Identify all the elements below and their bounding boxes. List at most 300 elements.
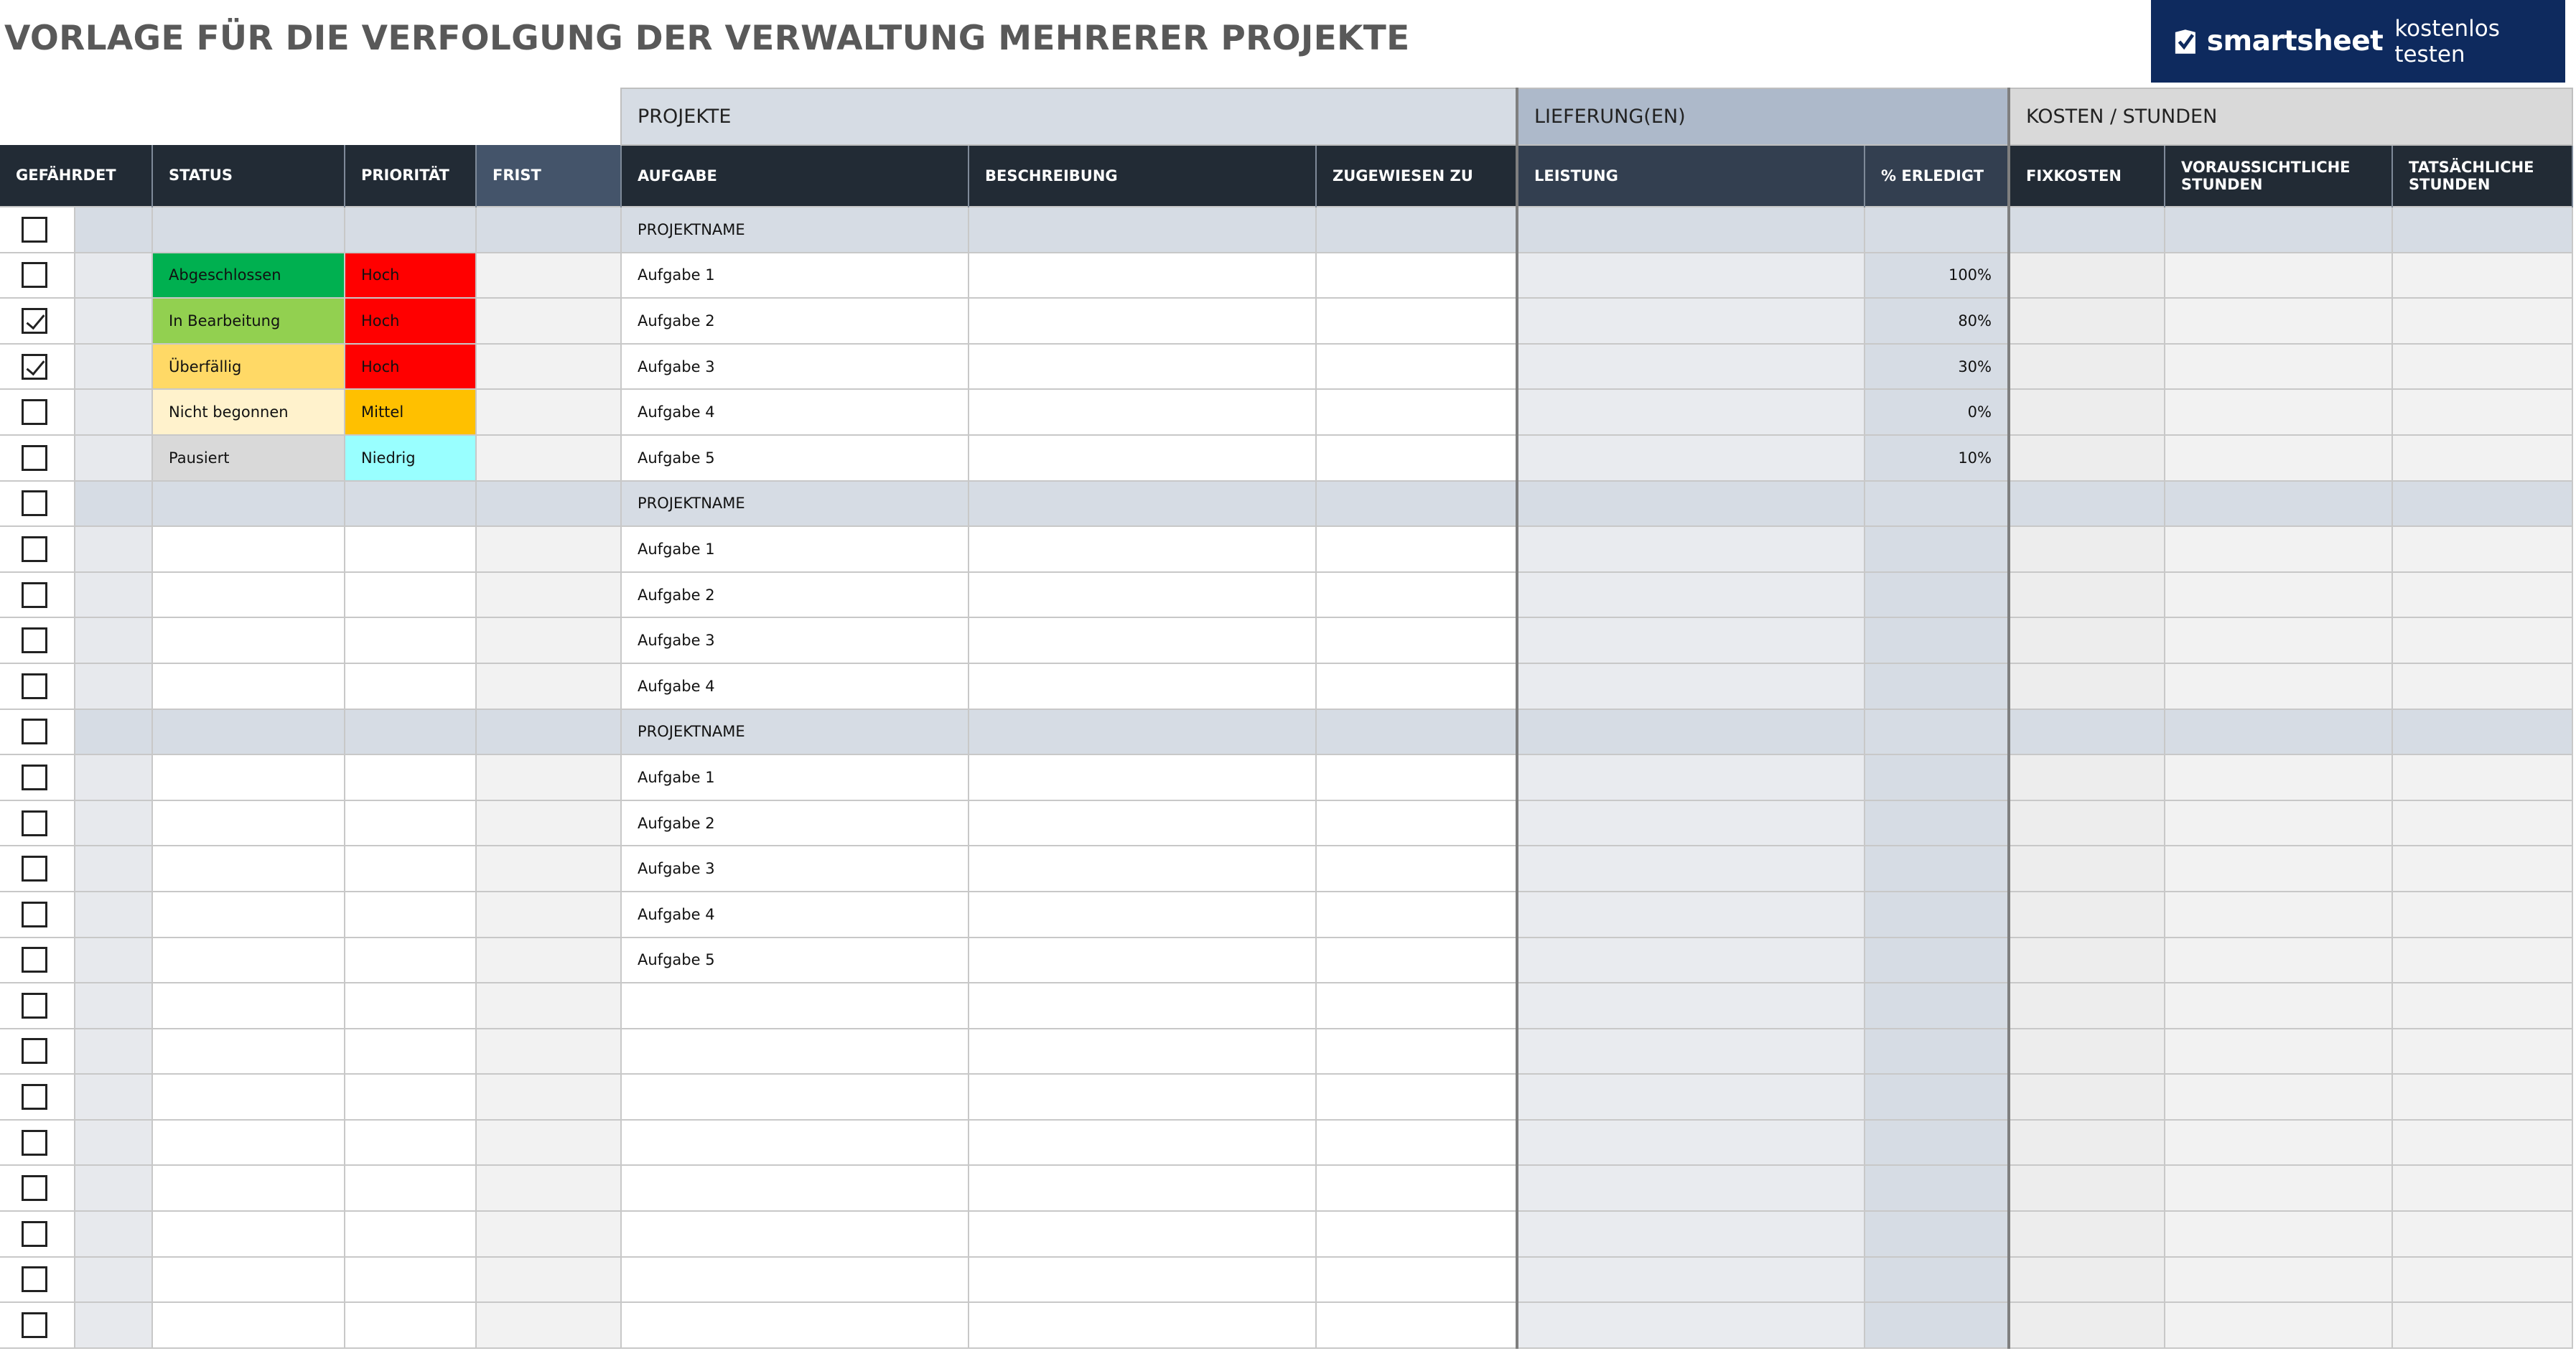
priority-cell[interactable] <box>345 938 476 983</box>
assigned-cell[interactable] <box>1316 938 1517 983</box>
task-cell[interactable] <box>621 1165 969 1211</box>
leistung-cell[interactable] <box>1517 253 1865 299</box>
at-risk-checkbox-cell[interactable] <box>0 253 75 299</box>
description-cell[interactable] <box>969 892 1316 938</box>
leistung-cell[interactable] <box>1517 709 1865 755</box>
est-hours-cell[interactable] <box>2165 389 2392 435</box>
description-cell[interactable] <box>969 754 1316 800</box>
leistung-cell[interactable] <box>1517 298 1865 344</box>
description-cell[interactable] <box>969 617 1316 663</box>
col-header-beschreibung[interactable]: BESCHREIBUNG <box>969 145 1316 207</box>
at-risk-checkbox-cell[interactable] <box>0 435 75 481</box>
status-cell[interactable] <box>152 617 345 663</box>
col-header-zugewiesen[interactable]: ZUGEWIESEN ZU <box>1316 145 1517 207</box>
gefaehrdet-cell[interactable] <box>75 754 152 800</box>
task-cell[interactable]: Aufgabe 2 <box>621 800 969 846</box>
at-risk-checkbox-cell[interactable] <box>0 1257 75 1303</box>
gefaehrdet-cell[interactable] <box>75 572 152 618</box>
fixkosten-cell[interactable] <box>2009 983 2165 1029</box>
task-cell[interactable]: Aufgabe 4 <box>621 892 969 938</box>
status-cell[interactable] <box>152 207 345 253</box>
assigned-cell[interactable] <box>1316 754 1517 800</box>
priority-cell[interactable] <box>345 754 476 800</box>
status-cell[interactable] <box>152 663 345 709</box>
fixkosten-cell[interactable] <box>2009 435 2165 481</box>
percent-done-cell[interactable] <box>1865 1165 2009 1211</box>
at-risk-checkbox-cell[interactable] <box>0 800 75 846</box>
status-cell[interactable] <box>152 1257 345 1303</box>
leistung-cell[interactable] <box>1517 572 1865 618</box>
assigned-cell[interactable] <box>1316 800 1517 846</box>
fixkosten-cell[interactable] <box>2009 1120 2165 1166</box>
actual-hours-cell[interactable] <box>2392 1074 2572 1120</box>
fixkosten-cell[interactable] <box>2009 1074 2165 1120</box>
priority-cell[interactable] <box>345 1257 476 1303</box>
at-risk-checkbox-cell[interactable] <box>0 298 75 344</box>
checkbox[interactable] <box>22 536 47 562</box>
leistung-cell[interactable] <box>1517 617 1865 663</box>
assigned-cell[interactable] <box>1316 1074 1517 1120</box>
priority-cell[interactable] <box>345 1120 476 1166</box>
priority-cell[interactable] <box>345 617 476 663</box>
fixkosten-cell[interactable] <box>2009 526 2165 572</box>
status-cell[interactable] <box>152 1074 345 1120</box>
fixkosten-cell[interactable] <box>2009 1211 2165 1257</box>
est-hours-cell[interactable] <box>2165 663 2392 709</box>
leistung-cell[interactable] <box>1517 481 1865 527</box>
at-risk-checkbox-cell[interactable] <box>0 663 75 709</box>
percent-done-cell[interactable] <box>1865 617 2009 663</box>
frist-cell[interactable] <box>476 892 621 938</box>
task-cell[interactable] <box>621 1257 969 1303</box>
actual-hours-cell[interactable] <box>2392 1257 2572 1303</box>
priority-cell[interactable] <box>345 892 476 938</box>
frist-cell[interactable] <box>476 207 621 253</box>
assigned-cell[interactable] <box>1316 1211 1517 1257</box>
description-cell[interactable] <box>969 1257 1316 1303</box>
gefaehrdet-cell[interactable] <box>75 1120 152 1166</box>
est-hours-cell[interactable] <box>2165 800 2392 846</box>
checkbox[interactable] <box>22 1221 47 1247</box>
est-hours-cell[interactable] <box>2165 526 2392 572</box>
priority-cell[interactable] <box>345 663 476 709</box>
gefaehrdet-cell[interactable] <box>75 435 152 481</box>
actual-hours-cell[interactable] <box>2392 892 2572 938</box>
description-cell[interactable] <box>969 253 1316 299</box>
gefaehrdet-cell[interactable] <box>75 389 152 435</box>
percent-done-cell[interactable] <box>1865 754 2009 800</box>
gefaehrdet-cell[interactable] <box>75 253 152 299</box>
checkbox[interactable] <box>22 673 47 699</box>
actual-hours-cell[interactable] <box>2392 207 2572 253</box>
gefaehrdet-cell[interactable] <box>75 983 152 1029</box>
est-hours-cell[interactable] <box>2165 938 2392 983</box>
leistung-cell[interactable] <box>1517 389 1865 435</box>
est-hours-cell[interactable] <box>2165 253 2392 299</box>
frist-cell[interactable] <box>476 298 621 344</box>
col-header-prioritaet[interactable]: PRIORITÄT <box>345 145 476 207</box>
task-cell[interactable] <box>621 1074 969 1120</box>
percent-done-cell[interactable] <box>1865 846 2009 892</box>
at-risk-checkbox-cell[interactable] <box>0 846 75 892</box>
fixkosten-cell[interactable] <box>2009 663 2165 709</box>
actual-hours-cell[interactable] <box>2392 709 2572 755</box>
fixkosten-cell[interactable] <box>2009 481 2165 527</box>
assigned-cell[interactable] <box>1316 298 1517 344</box>
frist-cell[interactable] <box>476 1074 621 1120</box>
est-hours-cell[interactable] <box>2165 1120 2392 1166</box>
actual-hours-cell[interactable] <box>2392 846 2572 892</box>
task-cell[interactable]: Aufgabe 5 <box>621 435 969 481</box>
checkbox[interactable] <box>22 902 47 927</box>
leistung-cell[interactable] <box>1517 1074 1865 1120</box>
assigned-cell[interactable] <box>1316 709 1517 755</box>
leistung-cell[interactable] <box>1517 663 1865 709</box>
leistung-cell[interactable] <box>1517 983 1865 1029</box>
percent-done-cell[interactable] <box>1865 1211 2009 1257</box>
percent-done-cell[interactable] <box>1865 1302 2009 1348</box>
fixkosten-cell[interactable] <box>2009 846 2165 892</box>
task-cell[interactable]: PROJEKTNAME <box>621 709 969 755</box>
actual-hours-cell[interactable] <box>2392 754 2572 800</box>
at-risk-checkbox-cell[interactable] <box>0 1211 75 1257</box>
status-cell[interactable] <box>152 481 345 527</box>
task-cell[interactable] <box>621 1211 969 1257</box>
frist-cell[interactable] <box>476 800 621 846</box>
est-hours-cell[interactable] <box>2165 846 2392 892</box>
est-hours-cell[interactable] <box>2165 1257 2392 1303</box>
leistung-cell[interactable] <box>1517 800 1865 846</box>
leistung-cell[interactable] <box>1517 938 1865 983</box>
at-risk-checkbox-cell[interactable] <box>0 709 75 755</box>
frist-cell[interactable] <box>476 663 621 709</box>
fixkosten-cell[interactable] <box>2009 1302 2165 1348</box>
frist-cell[interactable] <box>476 846 621 892</box>
frist-cell[interactable] <box>476 983 621 1029</box>
leistung-cell[interactable] <box>1517 1120 1865 1166</box>
priority-cell[interactable] <box>345 1211 476 1257</box>
fixkosten-cell[interactable] <box>2009 1257 2165 1303</box>
percent-done-cell[interactable] <box>1865 892 2009 938</box>
gefaehrdet-cell[interactable] <box>75 1074 152 1120</box>
task-cell[interactable]: Aufgabe 1 <box>621 526 969 572</box>
leistung-cell[interactable] <box>1517 754 1865 800</box>
status-cell[interactable]: In Bearbeitung <box>152 298 345 344</box>
checkbox[interactable] <box>22 1312 47 1338</box>
assigned-cell[interactable] <box>1316 207 1517 253</box>
assigned-cell[interactable] <box>1316 983 1517 1029</box>
checkbox[interactable] <box>22 993 47 1019</box>
priority-cell[interactable] <box>345 846 476 892</box>
task-cell[interactable]: Aufgabe 5 <box>621 938 969 983</box>
frist-cell[interactable] <box>476 344 621 390</box>
description-cell[interactable] <box>969 938 1316 983</box>
gefaehrdet-cell[interactable] <box>75 526 152 572</box>
actual-hours-cell[interactable] <box>2392 526 2572 572</box>
fixkosten-cell[interactable] <box>2009 800 2165 846</box>
description-cell[interactable] <box>969 1165 1316 1211</box>
description-cell[interactable] <box>969 344 1316 390</box>
at-risk-checkbox-cell[interactable] <box>0 983 75 1029</box>
description-cell[interactable] <box>969 1211 1316 1257</box>
at-risk-checkbox-cell[interactable] <box>0 389 75 435</box>
at-risk-checkbox-cell[interactable] <box>0 1302 75 1348</box>
description-cell[interactable] <box>969 207 1316 253</box>
priority-cell[interactable]: Niedrig <box>345 435 476 481</box>
leistung-cell[interactable] <box>1517 892 1865 938</box>
fixkosten-cell[interactable] <box>2009 207 2165 253</box>
status-cell[interactable] <box>152 1165 345 1211</box>
actual-hours-cell[interactable] <box>2392 344 2572 390</box>
gefaehrdet-cell[interactable] <box>75 1257 152 1303</box>
leistung-cell[interactable] <box>1517 1302 1865 1348</box>
assigned-cell[interactable] <box>1316 253 1517 299</box>
status-cell[interactable] <box>152 892 345 938</box>
actual-hours-cell[interactable] <box>2392 663 2572 709</box>
assigned-cell[interactable] <box>1316 572 1517 618</box>
est-hours-cell[interactable] <box>2165 1211 2392 1257</box>
status-cell[interactable]: Überfällig <box>152 344 345 390</box>
est-hours-cell[interactable] <box>2165 572 2392 618</box>
percent-done-cell[interactable]: 80% <box>1865 298 2009 344</box>
checkbox[interactable] <box>22 1266 47 1292</box>
est-hours-cell[interactable] <box>2165 481 2392 527</box>
task-cell[interactable]: PROJEKTNAME <box>621 207 969 253</box>
checkbox[interactable] <box>22 445 47 471</box>
leistung-cell[interactable] <box>1517 344 1865 390</box>
checkbox[interactable] <box>22 947 47 973</box>
status-cell[interactable] <box>152 938 345 983</box>
priority-cell[interactable] <box>345 983 476 1029</box>
gefaehrdet-cell[interactable] <box>75 1211 152 1257</box>
col-header-aufgabe[interactable]: AUFGABE <box>621 145 969 207</box>
smartsheet-trial-button[interactable] <box>2151 0 2565 83</box>
actual-hours-cell[interactable] <box>2392 1302 2572 1348</box>
est-hours-cell[interactable] <box>2165 1302 2392 1348</box>
task-cell[interactable]: Aufgabe 4 <box>621 663 969 709</box>
leistung-cell[interactable] <box>1517 1257 1865 1303</box>
status-cell[interactable]: Nicht begonnen <box>152 389 345 435</box>
assigned-cell[interactable] <box>1316 435 1517 481</box>
priority-cell[interactable] <box>345 572 476 618</box>
status-cell[interactable] <box>152 1029 345 1075</box>
frist-cell[interactable] <box>476 938 621 983</box>
at-risk-checkbox-cell[interactable] <box>0 617 75 663</box>
at-risk-checkbox-cell[interactable] <box>0 207 75 253</box>
checkbox[interactable] <box>22 399 47 425</box>
fixkosten-cell[interactable] <box>2009 1029 2165 1075</box>
checkbox[interactable] <box>22 1038 47 1064</box>
est-hours-cell[interactable] <box>2165 754 2392 800</box>
description-cell[interactable] <box>969 481 1316 527</box>
at-risk-checkbox-cell[interactable] <box>0 481 75 527</box>
gefaehrdet-cell[interactable] <box>75 298 152 344</box>
task-cell[interactable] <box>621 1302 969 1348</box>
checkbox[interactable] <box>22 719 47 744</box>
est-hours-cell[interactable] <box>2165 207 2392 253</box>
fixkosten-cell[interactable] <box>2009 572 2165 618</box>
assigned-cell[interactable] <box>1316 481 1517 527</box>
frist-cell[interactable] <box>476 1257 621 1303</box>
at-risk-checkbox-cell[interactable] <box>0 754 75 800</box>
at-risk-checkbox-cell[interactable] <box>0 1165 75 1211</box>
leistung-cell[interactable] <box>1517 526 1865 572</box>
status-cell[interactable]: Abgeschlossen <box>152 253 345 299</box>
assigned-cell[interactable] <box>1316 617 1517 663</box>
task-cell[interactable]: Aufgabe 3 <box>621 344 969 390</box>
task-cell[interactable]: Aufgabe 3 <box>621 846 969 892</box>
status-cell[interactable] <box>152 1302 345 1348</box>
gefaehrdet-cell[interactable] <box>75 709 152 755</box>
est-hours-cell[interactable] <box>2165 435 2392 481</box>
est-hours-cell[interactable] <box>2165 1074 2392 1120</box>
description-cell[interactable] <box>969 800 1316 846</box>
status-cell[interactable] <box>152 1120 345 1166</box>
percent-done-cell[interactable] <box>1865 1120 2009 1166</box>
task-cell[interactable]: Aufgabe 2 <box>621 572 969 618</box>
assigned-cell[interactable] <box>1316 892 1517 938</box>
frist-cell[interactable] <box>476 1302 621 1348</box>
leistung-cell[interactable] <box>1517 846 1865 892</box>
description-cell[interactable] <box>969 435 1316 481</box>
est-hours-cell[interactable] <box>2165 709 2392 755</box>
actual-hours-cell[interactable] <box>2392 1029 2572 1075</box>
actual-hours-cell[interactable] <box>2392 481 2572 527</box>
gefaehrdet-cell[interactable] <box>75 1302 152 1348</box>
percent-done-cell[interactable]: 0% <box>1865 389 2009 435</box>
actual-hours-cell[interactable] <box>2392 389 2572 435</box>
frist-cell[interactable] <box>476 389 621 435</box>
status-cell[interactable] <box>152 800 345 846</box>
priority-cell[interactable] <box>345 1029 476 1075</box>
task-cell[interactable] <box>621 983 969 1029</box>
description-cell[interactable] <box>969 1074 1316 1120</box>
gefaehrdet-cell[interactable] <box>75 344 152 390</box>
status-cell[interactable] <box>152 1211 345 1257</box>
at-risk-checkbox-cell[interactable] <box>0 526 75 572</box>
priority-cell[interactable] <box>345 1074 476 1120</box>
description-cell[interactable] <box>969 663 1316 709</box>
status-cell[interactable] <box>152 754 345 800</box>
col-header-fixkosten[interactable]: FIXKOSTEN <box>2009 145 2165 207</box>
task-cell[interactable] <box>621 1120 969 1166</box>
col-header-status[interactable]: STATUS <box>152 145 345 207</box>
leistung-cell[interactable] <box>1517 1211 1865 1257</box>
actual-hours-cell[interactable] <box>2392 435 2572 481</box>
actual-hours-cell[interactable] <box>2392 938 2572 983</box>
checkbox[interactable] <box>22 1175 47 1201</box>
gefaehrdet-cell[interactable] <box>75 800 152 846</box>
description-cell[interactable] <box>969 572 1316 618</box>
task-cell[interactable]: Aufgabe 2 <box>621 298 969 344</box>
priority-cell[interactable] <box>345 526 476 572</box>
at-risk-checkbox-cell[interactable] <box>0 1029 75 1075</box>
est-hours-cell[interactable] <box>2165 1029 2392 1075</box>
status-cell[interactable] <box>152 983 345 1029</box>
checkbox[interactable] <box>22 627 47 653</box>
checkbox[interactable] <box>22 490 47 516</box>
percent-done-cell[interactable]: 100% <box>1865 253 2009 299</box>
fixkosten-cell[interactable] <box>2009 1165 2165 1211</box>
col-header-gefaehrdet[interactable]: GEFÄHRDET <box>0 145 152 207</box>
actual-hours-cell[interactable] <box>2392 572 2572 618</box>
status-cell[interactable] <box>152 846 345 892</box>
gefaehrdet-cell[interactable] <box>75 207 152 253</box>
est-hours-cell[interactable] <box>2165 617 2392 663</box>
description-cell[interactable] <box>969 1120 1316 1166</box>
est-hours-cell[interactable] <box>2165 983 2392 1029</box>
actual-hours-cell[interactable] <box>2392 253 2572 299</box>
frist-cell[interactable] <box>476 709 621 755</box>
priority-cell[interactable] <box>345 800 476 846</box>
at-risk-checkbox-cell[interactable] <box>0 1074 75 1120</box>
actual-hours-cell[interactable] <box>2392 983 2572 1029</box>
percent-done-cell[interactable]: 30% <box>1865 344 2009 390</box>
checkbox[interactable] <box>22 856 47 882</box>
priority-cell[interactable] <box>345 207 476 253</box>
frist-cell[interactable] <box>476 754 621 800</box>
checkbox-checked[interactable] <box>22 308 47 334</box>
priority-cell[interactable]: Hoch <box>345 344 476 390</box>
assigned-cell[interactable] <box>1316 526 1517 572</box>
est-hours-cell[interactable] <box>2165 344 2392 390</box>
gefaehrdet-cell[interactable] <box>75 1165 152 1211</box>
frist-cell[interactable] <box>476 481 621 527</box>
col-header-erledigt[interactable]: % ERLEDIGT <box>1865 145 2009 207</box>
fixkosten-cell[interactable] <box>2009 754 2165 800</box>
gefaehrdet-cell[interactable] <box>75 1029 152 1075</box>
fixkosten-cell[interactable] <box>2009 344 2165 390</box>
frist-cell[interactable] <box>476 526 621 572</box>
frist-cell[interactable] <box>476 435 621 481</box>
description-cell[interactable] <box>969 298 1316 344</box>
percent-done-cell[interactable] <box>1865 481 2009 527</box>
frist-cell[interactable] <box>476 1165 621 1211</box>
percent-done-cell[interactable] <box>1865 663 2009 709</box>
gefaehrdet-cell[interactable] <box>75 617 152 663</box>
fixkosten-cell[interactable] <box>2009 892 2165 938</box>
description-cell[interactable] <box>969 709 1316 755</box>
percent-done-cell[interactable]: 10% <box>1865 435 2009 481</box>
frist-cell[interactable] <box>476 572 621 618</box>
checkbox[interactable] <box>22 217 47 243</box>
priority-cell[interactable]: Mittel <box>345 389 476 435</box>
description-cell[interactable] <box>969 983 1316 1029</box>
percent-done-cell[interactable] <box>1865 1029 2009 1075</box>
leistung-cell[interactable] <box>1517 1165 1865 1211</box>
at-risk-checkbox-cell[interactable] <box>0 344 75 390</box>
gefaehrdet-cell[interactable] <box>75 663 152 709</box>
task-cell[interactable]: Aufgabe 1 <box>621 253 969 299</box>
frist-cell[interactable] <box>476 617 621 663</box>
task-cell[interactable]: PROJEKTNAME <box>621 481 969 527</box>
assigned-cell[interactable] <box>1316 1302 1517 1348</box>
description-cell[interactable] <box>969 1302 1316 1348</box>
percent-done-cell[interactable] <box>1865 983 2009 1029</box>
leistung-cell[interactable] <box>1517 1029 1865 1075</box>
description-cell[interactable] <box>969 846 1316 892</box>
description-cell[interactable] <box>969 389 1316 435</box>
percent-done-cell[interactable] <box>1865 800 2009 846</box>
frist-cell[interactable] <box>476 1029 621 1075</box>
fixkosten-cell[interactable] <box>2009 253 2165 299</box>
actual-hours-cell[interactable] <box>2392 298 2572 344</box>
description-cell[interactable] <box>969 526 1316 572</box>
description-cell[interactable] <box>969 1029 1316 1075</box>
est-hours-cell[interactable] <box>2165 298 2392 344</box>
gefaehrdet-cell[interactable] <box>75 481 152 527</box>
col-header-leistung[interactable]: LEISTUNG <box>1517 145 1865 207</box>
